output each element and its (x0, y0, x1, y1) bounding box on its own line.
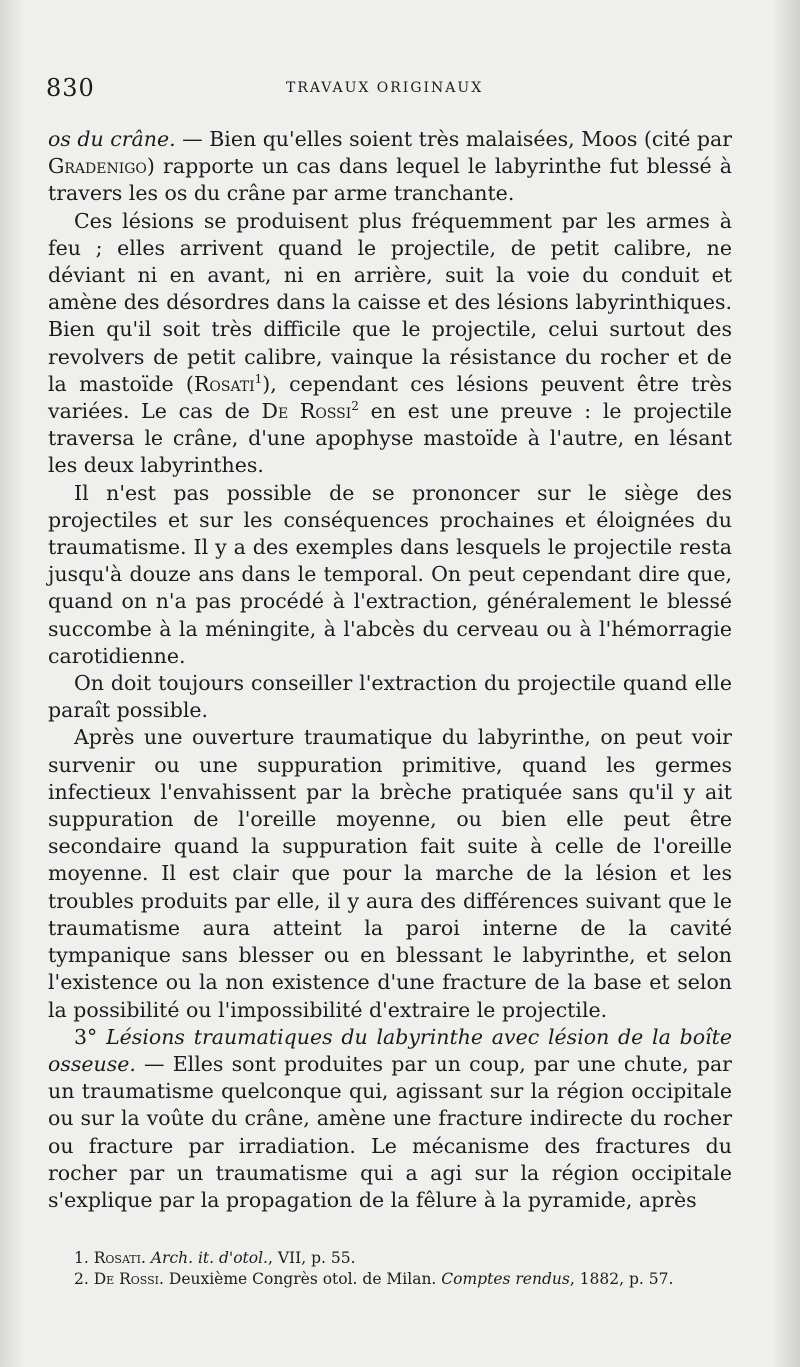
paragraph-4: On doit toujours conseiller l'extraction du projectile quand elle paraît possible. (48, 671, 732, 723)
journal-title: Arch. it. d'otol. (150, 1249, 268, 1267)
footnote-1: 1. Rosati. Arch. it. d'otol., VII, p. 55. (74, 1249, 356, 1267)
text-run: , 1882, p. 57. (569, 1270, 674, 1288)
author-name: De Rossi (261, 399, 352, 424)
author-name: De Rossi (93, 1270, 160, 1288)
author-name: Rosati (193, 371, 255, 396)
footnote-ref: 1 (254, 372, 263, 386)
text-run: ), cependant ces lésions peuvent être très variées. Le cas de (48, 371, 732, 424)
paragraph-2 (48, 208, 732, 480)
running-title: TRAVAUX ORIGINAUX (286, 80, 484, 96)
text-run: — Elles sont produites par un coup, par une chute, par un traumatisme quelconque qui, agissant sur la région occipitale ou sur la voûte du crâne, amène une fracture indirecte du rocher ou fracture par irradiation. Le mécanisme des fractures du rocher par un traumatisme qui a agi sur la région occipitale s'explique par la propagation de la fêlure à la pyramide, après (48, 1051, 732, 1212)
section-heading: Lésions traumatiques du labyrinthe avec lésion de la boîte osseuse. (48, 1024, 732, 1076)
section-term: os du crâne. (48, 127, 176, 151)
paragraph-1 (48, 126, 732, 208)
text-run: ) rapporte un cas dans lequel le labyrinthe fut blessé à travers les os du crâne par arme tranchante. (48, 154, 732, 206)
paragraph-5: Après une ouverture traumatique du labyrinthe, on peut voir survenir ou une suppuration primitive, quand les germes infectieux l'envahissent par la brèche pratiquée sans qu'il y ait suppuration de l'oreille moyenne, ou bien elle peut être secondaire quand la suppuration fait suite à celle de l'oreille moyenne. Il est clair que pour la marche de la lésion et les troubles produits par elle, il y aura des différences suivant que le traumatisme aura atteint la paroi interne de la cavité tympanique sans blesser ou en blessant le labyrinthe, et selon l'existence ou la non existence d'une fracture de la base et selon la possibilité ou l'impossibilité d'extraire le projectile. (48, 725, 732, 1022)
text-run: en est une preuve : le projectile traversa le crâne, d'une apophyse mastoïde à l'autre, en lésant les deux labyrinthes. (48, 399, 732, 478)
text-run: — Bien qu'elles soient très malaisées, Moos (cité par (175, 127, 733, 151)
footnote-2 (48, 1269, 732, 1290)
journal-title: Comptes rendus (441, 1270, 570, 1288)
footnote-number: 1. (74, 1249, 89, 1267)
footnote-number: 2. (74, 1270, 89, 1288)
paragraph-6 (48, 1024, 732, 1214)
page-number: 830 (46, 74, 95, 102)
author-name: Gradenigo (48, 154, 147, 179)
paragraph-3: Il n'est pas possible de se prononcer sur le siège des projectiles et sur les conséquences prochaines et éloignées du traumatisme. Il y a des exemples dans lesquels le projectile resta jusqu'à douze ans dans le temporal. On peut cependant dire que, quand on n'a pas procédé à l'extraction, généralement le blessé succombe à la méningite, à l'abcès du cerveau ou à l'hémorragie carotidienne. (48, 480, 732, 668)
author-name: Rosati (93, 1249, 141, 1267)
footnotes (48, 1248, 732, 1290)
text-run: Ces lésions se produisent plus fréquemment par les armes à feu ; elles arrivent quand le projectile, de petit calibre, ne déviant ni en avant, ni en arrière, suit la voie du conduit et amène des désordres dans la caisse et des lésions labyrinthiques. Bien qu'il soit très difficile que le projectile, celui surtout des revolvers de petit calibre, vainque la résistance du rocher et de la mastoïde ( (48, 208, 732, 396)
page-header (46, 74, 736, 108)
text-run: . Deuxième Congrès otol. de Milan. (159, 1270, 442, 1288)
text-run: , VII, p. 55. (267, 1249, 356, 1267)
footnote-ref: 2 (351, 399, 359, 414)
main-text (48, 126, 732, 1214)
section-number: 3° (74, 1024, 98, 1049)
